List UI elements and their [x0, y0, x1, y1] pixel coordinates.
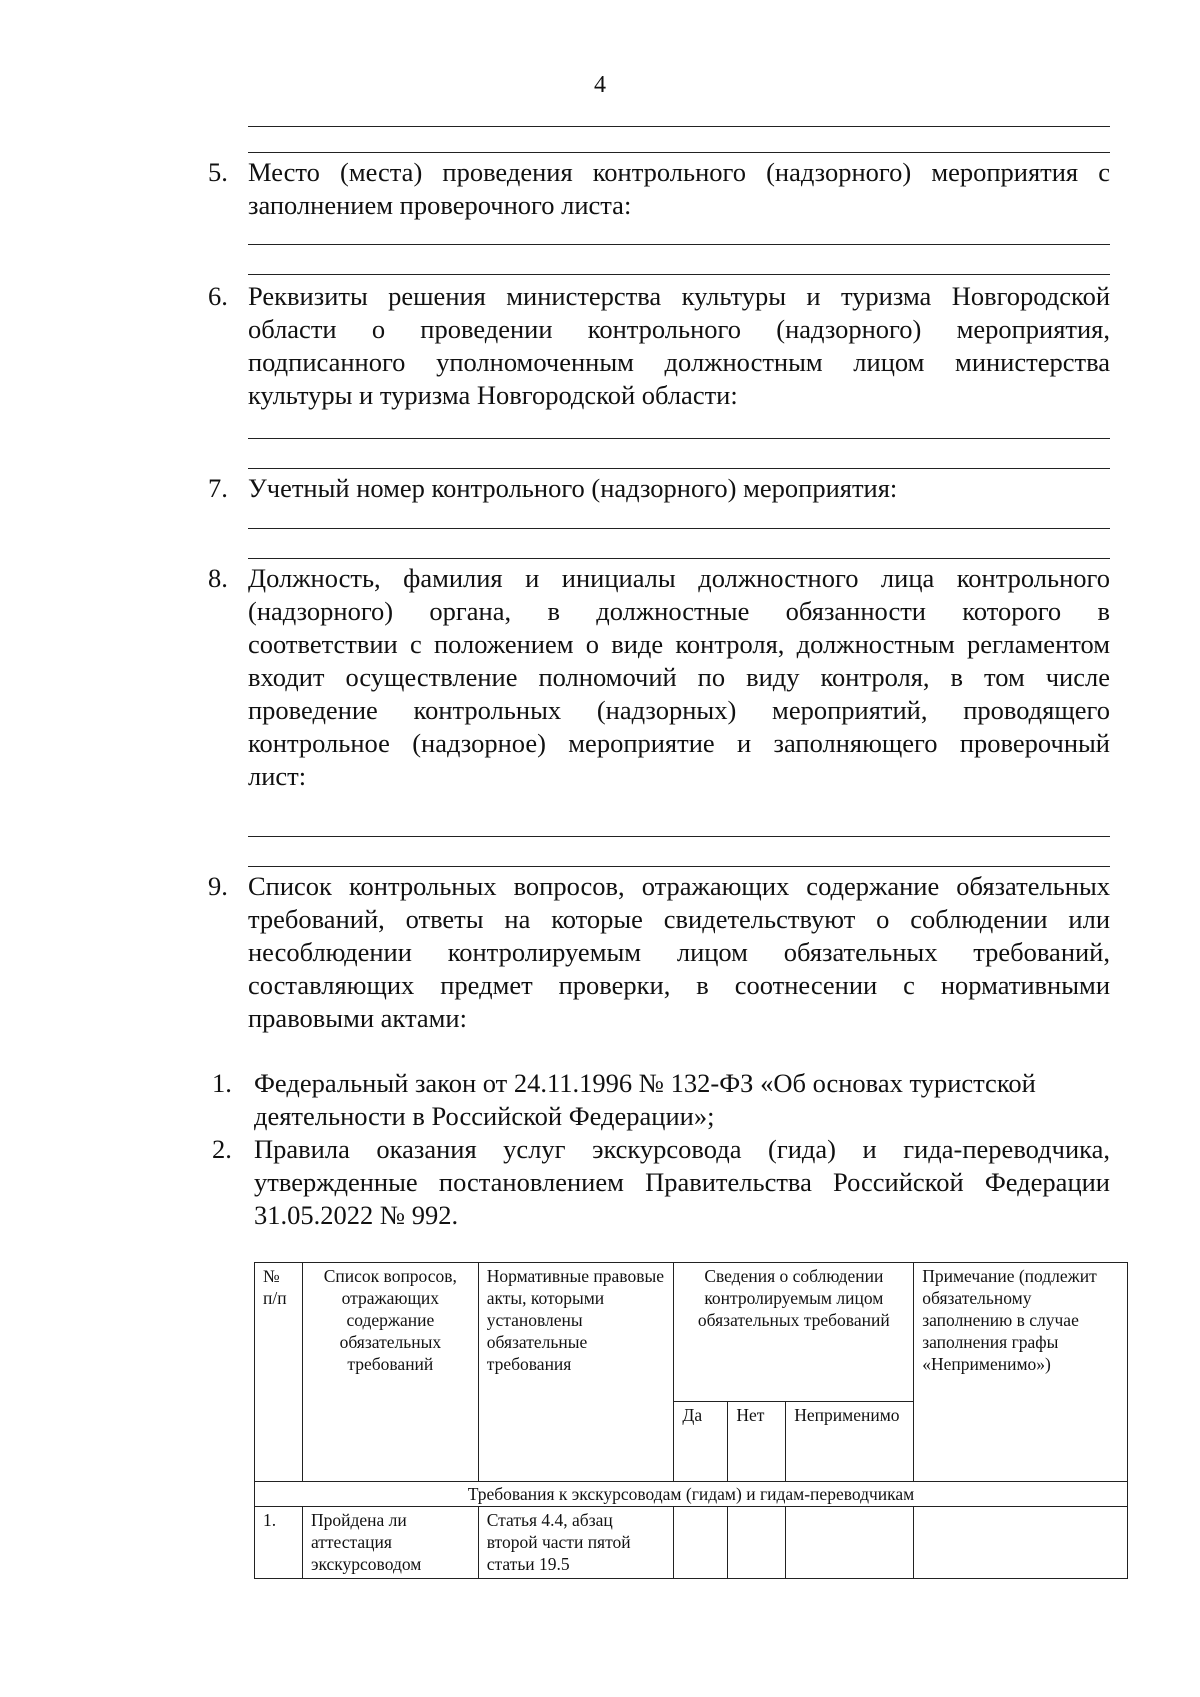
header-questions: Список вопросов, отражающих содержание обязательных требований: [302, 1263, 478, 1482]
row-act: Статья 4.4, абзац второй части пятой статьи 19.5: [478, 1507, 674, 1579]
law-text-line: Правила оказания услуг экскурсовода (гида) и гида-переводчика,: [254, 1134, 1110, 1164]
blank-line[interactable]: [248, 126, 1110, 127]
item-text-line: (надзорного) органа, в должностные обязанности которого в: [248, 596, 1110, 626]
law-text-line: 31.05.2022 № 992.: [254, 1200, 459, 1230]
row-yes-cell[interactable]: [674, 1507, 728, 1579]
header-note: Примечание (подлежит обязательному заполнению в случае заполнения графы «Неприменимо»): [914, 1263, 1128, 1482]
item-text-line: соответствии с положением о виде контроля, должностным регламентом: [248, 629, 1110, 659]
blank-line[interactable]: [248, 558, 1110, 559]
item-7: [208, 472, 1110, 505]
law-1: [212, 1067, 1110, 1133]
row-no-cell[interactable]: [728, 1507, 786, 1579]
item-text-line: требований, ответы на которые свидетельствуют о соблюдении или: [248, 904, 1110, 934]
header-na: Неприменимо: [786, 1402, 914, 1482]
section-title: Требования к экскурсоводам (гидам) и гидам-переводчикам: [255, 1482, 1128, 1507]
item-text-line: Список контрольных вопросов, отражающих содержание обязательных: [248, 871, 1110, 901]
header-yes: Да: [674, 1402, 728, 1482]
item-text-line: правовыми актами:: [248, 1003, 467, 1033]
law-number: 1.: [212, 1068, 232, 1098]
law-2: [212, 1133, 1110, 1232]
row-note-cell[interactable]: [914, 1507, 1128, 1579]
law-text-line: утвержденные постановлением Правительства Российской Федерации: [254, 1167, 1110, 1197]
law-text-line: Федеральный закон от 24.11.1996 № 132-ФЗ «Об основах туристской: [254, 1068, 1036, 1098]
blank-line[interactable]: [248, 152, 1110, 153]
page-number: 4: [594, 72, 606, 98]
item-number: 5.: [208, 157, 228, 187]
item-text-line: лист:: [248, 761, 307, 791]
table-row: [255, 1507, 1128, 1579]
item-number: 9.: [208, 871, 228, 901]
item-text-line: Должность, фамилия и инициалы должностного лица контрольного: [248, 563, 1110, 593]
header-num: № п/п: [255, 1263, 303, 1482]
blank-line[interactable]: [248, 274, 1110, 275]
item-text-line: составляющих предмет проверки, в соотнесении с нормативными: [248, 970, 1110, 1000]
item-8: [208, 562, 1110, 793]
row-na-cell[interactable]: [786, 1507, 914, 1579]
item-5: [208, 156, 1110, 222]
item-text-line: контрольное (надзорное) мероприятие и заполняющего проверочный: [248, 728, 1110, 758]
law-text-line: деятельности в Российской Федерации»;: [254, 1101, 715, 1131]
blank-line[interactable]: [248, 528, 1110, 529]
item-text-line: входит осуществление полномочий по виду контроля, в том числе: [248, 662, 1110, 692]
item-text-line: несоблюдении контролируемым лицом обязательных требований,: [248, 937, 1110, 967]
blank-line[interactable]: [248, 468, 1110, 469]
blank-line[interactable]: [248, 866, 1110, 867]
header-acts: Нормативные правовые акты, которыми установлены обязательные требования: [478, 1263, 674, 1482]
item-number: 7.: [208, 473, 228, 503]
item-text-line: проведение контрольных (надзорных) мероприятий, проводящего: [248, 695, 1110, 725]
law-number: 2.: [212, 1134, 232, 1164]
table-header-row: [255, 1263, 1128, 1402]
blank-line[interactable]: [248, 244, 1110, 245]
section-row: [255, 1482, 1128, 1507]
header-no: Нет: [728, 1402, 786, 1482]
row-num: 1.: [255, 1507, 303, 1579]
blank-line[interactable]: [248, 438, 1110, 439]
item-text-line: области о проведении контрольного (надзорного) мероприятия,: [248, 314, 1110, 344]
item-text-line: культуры и туризма Новгородской области:: [248, 380, 738, 410]
item-text-line: Реквизиты решения министерства культуры и туризма Новгородской: [248, 281, 1110, 311]
item-text-line: Место (места) проведения контрольного (надзорного) мероприятия с: [248, 157, 1110, 187]
item-9: [208, 870, 1110, 1035]
item-number: 6.: [208, 281, 228, 311]
checklist-table: [254, 1262, 1128, 1579]
header-compliance: Сведения о соблюдении контролируемым лицом обязательных требований: [674, 1263, 914, 1402]
row-question: Пройдена ли аттестация экскурсоводом: [302, 1507, 478, 1579]
blank-line[interactable]: [248, 836, 1110, 837]
item-6: [208, 280, 1110, 412]
item-text-line: подписанного уполномоченным должностным лицом министерства: [248, 347, 1110, 377]
item-text-line: Учетный номер контрольного (надзорного) мероприятия:: [248, 473, 898, 503]
item-number: 8.: [208, 563, 228, 593]
item-text-line: заполнением проверочного листа:: [248, 190, 632, 220]
